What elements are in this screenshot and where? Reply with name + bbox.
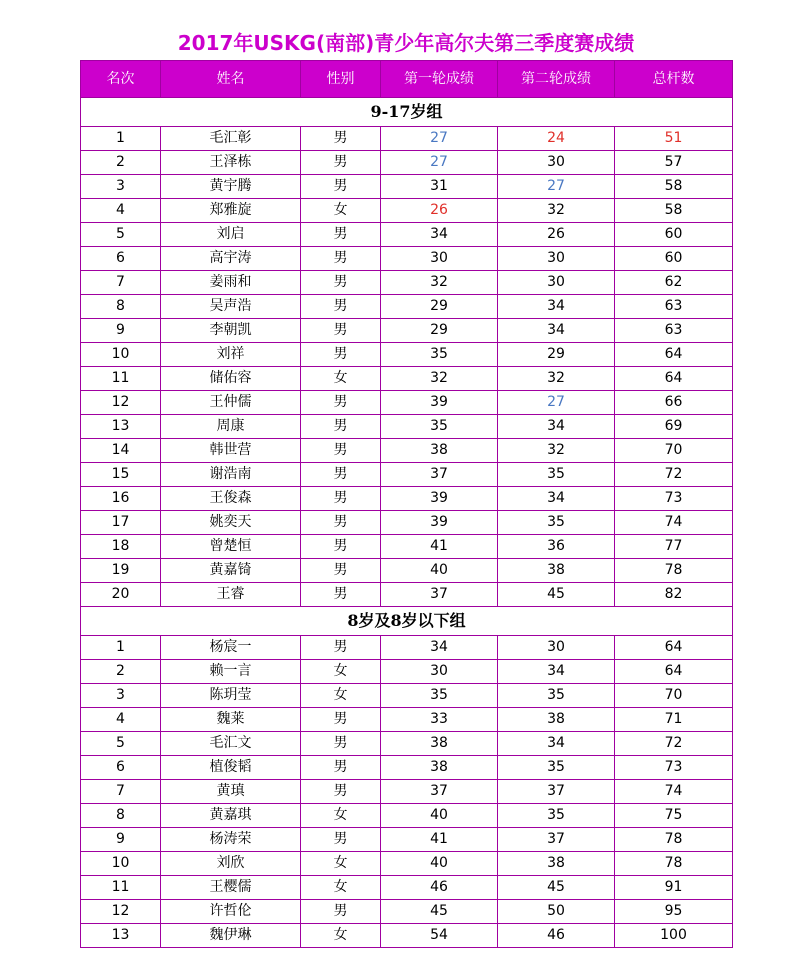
cell-round2: 37 bbox=[498, 828, 615, 852]
cell-gender: 男 bbox=[301, 487, 381, 511]
cell-total: 78 bbox=[615, 852, 733, 876]
cell-total: 72 bbox=[615, 463, 733, 487]
cell-rank: 9 bbox=[81, 319, 161, 343]
header-round1: 第一轮成绩 bbox=[381, 61, 498, 98]
cell-rank: 14 bbox=[81, 439, 161, 463]
cell-name: 王樱儒 bbox=[161, 876, 301, 900]
table-row bbox=[81, 511, 733, 535]
cell-total: 91 bbox=[615, 876, 733, 900]
cell-round2: 34 bbox=[498, 415, 615, 439]
table-row bbox=[81, 391, 733, 415]
cell-rank: 3 bbox=[81, 175, 161, 199]
cell-round1: 45 bbox=[381, 900, 498, 924]
cell-rank: 18 bbox=[81, 535, 161, 559]
table-row bbox=[81, 876, 733, 900]
cell-name: 刘启 bbox=[161, 223, 301, 247]
cell-round2: 34 bbox=[498, 487, 615, 511]
cell-gender: 男 bbox=[301, 271, 381, 295]
cell-name: 吴声浩 bbox=[161, 295, 301, 319]
cell-name: 刘祥 bbox=[161, 343, 301, 367]
cell-total: 64 bbox=[615, 367, 733, 391]
cell-round2: 37 bbox=[498, 780, 615, 804]
cell-name: 黄瑱 bbox=[161, 780, 301, 804]
cell-round2: 34 bbox=[498, 295, 615, 319]
cell-rank: 6 bbox=[81, 756, 161, 780]
cell-name: 王俊森 bbox=[161, 487, 301, 511]
table-row bbox=[81, 559, 733, 583]
cell-rank: 16 bbox=[81, 487, 161, 511]
cell-rank: 2 bbox=[81, 151, 161, 175]
cell-round2: 30 bbox=[498, 247, 615, 271]
cell-rank: 12 bbox=[81, 900, 161, 924]
table-row bbox=[81, 463, 733, 487]
cell-gender: 男 bbox=[301, 559, 381, 583]
cell-round2: 35 bbox=[498, 684, 615, 708]
group-header-row bbox=[81, 98, 733, 127]
cell-total: 60 bbox=[615, 223, 733, 247]
cell-rank: 5 bbox=[81, 732, 161, 756]
table-row bbox=[81, 127, 733, 151]
cell-name: 杨涛荣 bbox=[161, 828, 301, 852]
cell-round2: 27 bbox=[498, 175, 615, 199]
cell-rank: 13 bbox=[81, 415, 161, 439]
cell-gender: 男 bbox=[301, 151, 381, 175]
cell-round1: 41 bbox=[381, 535, 498, 559]
cell-round1: 39 bbox=[381, 391, 498, 415]
cell-name: 姚奕天 bbox=[161, 511, 301, 535]
table-row bbox=[81, 247, 733, 271]
cell-round1: 34 bbox=[381, 636, 498, 660]
cell-name: 储佑容 bbox=[161, 367, 301, 391]
cell-gender: 女 bbox=[301, 660, 381, 684]
cell-name: 李朝凯 bbox=[161, 319, 301, 343]
cell-round1: 29 bbox=[381, 295, 498, 319]
table-row bbox=[81, 415, 733, 439]
cell-total: 62 bbox=[615, 271, 733, 295]
cell-total: 70 bbox=[615, 439, 733, 463]
cell-gender: 男 bbox=[301, 415, 381, 439]
cell-name: 姜雨和 bbox=[161, 271, 301, 295]
cell-round2: 38 bbox=[498, 708, 615, 732]
cell-rank: 11 bbox=[81, 876, 161, 900]
cell-round2: 50 bbox=[498, 900, 615, 924]
cell-round1: 39 bbox=[381, 487, 498, 511]
cell-round2: 38 bbox=[498, 852, 615, 876]
cell-total: 64 bbox=[615, 636, 733, 660]
cell-round2: 34 bbox=[498, 732, 615, 756]
cell-round2: 30 bbox=[498, 271, 615, 295]
cell-rank: 1 bbox=[81, 636, 161, 660]
table-row bbox=[81, 852, 733, 876]
cell-round2: 34 bbox=[498, 319, 615, 343]
cell-gender: 男 bbox=[301, 319, 381, 343]
cell-round1: 54 bbox=[381, 924, 498, 948]
cell-round2: 45 bbox=[498, 876, 615, 900]
cell-rank: 6 bbox=[81, 247, 161, 271]
table-row bbox=[81, 756, 733, 780]
cell-rank: 12 bbox=[81, 391, 161, 415]
cell-round1: 37 bbox=[381, 463, 498, 487]
cell-gender: 男 bbox=[301, 535, 381, 559]
cell-round1: 35 bbox=[381, 684, 498, 708]
cell-rank: 11 bbox=[81, 367, 161, 391]
table-row bbox=[81, 924, 733, 948]
cell-total: 66 bbox=[615, 391, 733, 415]
cell-round1: 26 bbox=[381, 199, 498, 223]
cell-total: 74 bbox=[615, 511, 733, 535]
cell-gender: 男 bbox=[301, 295, 381, 319]
table-row bbox=[81, 223, 733, 247]
group-title: 9-17岁组 bbox=[81, 98, 733, 127]
cell-name: 郑雅旋 bbox=[161, 199, 301, 223]
cell-round2: 35 bbox=[498, 511, 615, 535]
cell-total: 72 bbox=[615, 732, 733, 756]
page-title: 2017年USKG(南部)青少年高尔夫第三季度赛成绩 bbox=[177, 31, 635, 55]
cell-round2: 24 bbox=[498, 127, 615, 151]
cell-round1: 33 bbox=[381, 708, 498, 732]
cell-total: 74 bbox=[615, 780, 733, 804]
table-row bbox=[81, 636, 733, 660]
cell-round1: 35 bbox=[381, 415, 498, 439]
cell-name: 毛汇彰 bbox=[161, 127, 301, 151]
header-round2: 第二轮成绩 bbox=[498, 61, 615, 98]
cell-round2: 35 bbox=[498, 804, 615, 828]
cell-gender: 男 bbox=[301, 463, 381, 487]
table-row bbox=[81, 271, 733, 295]
cell-round1: 46 bbox=[381, 876, 498, 900]
table-row bbox=[81, 151, 733, 175]
cell-rank: 15 bbox=[81, 463, 161, 487]
cell-rank: 7 bbox=[81, 271, 161, 295]
table-row bbox=[81, 660, 733, 684]
cell-round1: 27 bbox=[381, 151, 498, 175]
cell-total: 71 bbox=[615, 708, 733, 732]
cell-name: 谢浩南 bbox=[161, 463, 301, 487]
cell-rank: 9 bbox=[81, 828, 161, 852]
cell-name: 高宇涛 bbox=[161, 247, 301, 271]
cell-gender: 女 bbox=[301, 684, 381, 708]
header-row bbox=[81, 61, 733, 98]
cell-gender: 男 bbox=[301, 756, 381, 780]
cell-gender: 女 bbox=[301, 876, 381, 900]
cell-total: 57 bbox=[615, 151, 733, 175]
cell-rank: 5 bbox=[81, 223, 161, 247]
cell-name: 黄宇腾 bbox=[161, 175, 301, 199]
cell-round2: 34 bbox=[498, 660, 615, 684]
cell-round2: 35 bbox=[498, 463, 615, 487]
cell-round1: 32 bbox=[381, 271, 498, 295]
cell-rank: 7 bbox=[81, 780, 161, 804]
table-row bbox=[81, 535, 733, 559]
table-row bbox=[81, 487, 733, 511]
table-row bbox=[81, 367, 733, 391]
group-header-row bbox=[81, 607, 733, 636]
cell-round2: 35 bbox=[498, 756, 615, 780]
cell-gender: 男 bbox=[301, 127, 381, 151]
table-row bbox=[81, 804, 733, 828]
cell-round1: 37 bbox=[381, 583, 498, 607]
cell-gender: 男 bbox=[301, 223, 381, 247]
header-total: 总杆数 bbox=[615, 61, 733, 98]
cell-total: 58 bbox=[615, 175, 733, 199]
cell-name: 黄嘉琪 bbox=[161, 804, 301, 828]
cell-round1: 40 bbox=[381, 559, 498, 583]
cell-round1: 32 bbox=[381, 367, 498, 391]
cell-gender: 男 bbox=[301, 636, 381, 660]
cell-total: 78 bbox=[615, 559, 733, 583]
cell-name: 植俊韬 bbox=[161, 756, 301, 780]
cell-total: 78 bbox=[615, 828, 733, 852]
table-row bbox=[81, 780, 733, 804]
cell-round1: 30 bbox=[381, 247, 498, 271]
cell-gender: 男 bbox=[301, 583, 381, 607]
cell-round1: 40 bbox=[381, 852, 498, 876]
cell-round2: 27 bbox=[498, 391, 615, 415]
table-row bbox=[81, 900, 733, 924]
cell-round1: 41 bbox=[381, 828, 498, 852]
cell-name: 魏伊琳 bbox=[161, 924, 301, 948]
cell-round1: 29 bbox=[381, 319, 498, 343]
cell-round1: 31 bbox=[381, 175, 498, 199]
results-table bbox=[80, 60, 733, 948]
cell-total: 73 bbox=[615, 756, 733, 780]
cell-rank: 1 bbox=[81, 127, 161, 151]
cell-total: 63 bbox=[615, 319, 733, 343]
cell-rank: 4 bbox=[81, 199, 161, 223]
cell-total: 75 bbox=[615, 804, 733, 828]
group-title: 8岁及8岁以下组 bbox=[81, 607, 733, 636]
cell-total: 69 bbox=[615, 415, 733, 439]
cell-rank: 13 bbox=[81, 924, 161, 948]
table-row bbox=[81, 708, 733, 732]
table-row bbox=[81, 828, 733, 852]
cell-gender: 男 bbox=[301, 828, 381, 852]
header-rank: 名次 bbox=[81, 61, 161, 98]
cell-round1: 30 bbox=[381, 660, 498, 684]
cell-total: 77 bbox=[615, 535, 733, 559]
cell-name: 毛汇文 bbox=[161, 732, 301, 756]
header-gender: 性别 bbox=[301, 61, 381, 98]
cell-gender: 男 bbox=[301, 247, 381, 271]
cell-round1: 38 bbox=[381, 732, 498, 756]
cell-gender: 女 bbox=[301, 924, 381, 948]
cell-round1: 38 bbox=[381, 439, 498, 463]
cell-gender: 男 bbox=[301, 708, 381, 732]
cell-gender: 男 bbox=[301, 343, 381, 367]
table-body bbox=[81, 98, 733, 948]
cell-name: 黄嘉锜 bbox=[161, 559, 301, 583]
cell-total: 70 bbox=[615, 684, 733, 708]
cell-name: 韩世营 bbox=[161, 439, 301, 463]
cell-round1: 37 bbox=[381, 780, 498, 804]
cell-gender: 男 bbox=[301, 900, 381, 924]
cell-total: 100 bbox=[615, 924, 733, 948]
cell-total: 64 bbox=[615, 660, 733, 684]
cell-total: 58 bbox=[615, 199, 733, 223]
table-row bbox=[81, 295, 733, 319]
cell-gender: 男 bbox=[301, 175, 381, 199]
table-row bbox=[81, 684, 733, 708]
cell-gender: 男 bbox=[301, 732, 381, 756]
table-row bbox=[81, 732, 733, 756]
cell-name: 王泽栋 bbox=[161, 151, 301, 175]
table-row bbox=[81, 343, 733, 367]
cell-name: 杨宸一 bbox=[161, 636, 301, 660]
table-row bbox=[81, 583, 733, 607]
cell-round1: 27 bbox=[381, 127, 498, 151]
cell-round2: 32 bbox=[498, 439, 615, 463]
cell-rank: 10 bbox=[81, 852, 161, 876]
cell-gender: 女 bbox=[301, 367, 381, 391]
cell-gender: 男 bbox=[301, 439, 381, 463]
cell-name: 周康 bbox=[161, 415, 301, 439]
cell-name: 陈玥莹 bbox=[161, 684, 301, 708]
cell-round2: 29 bbox=[498, 343, 615, 367]
table-row bbox=[81, 439, 733, 463]
cell-round2: 32 bbox=[498, 367, 615, 391]
cell-round1: 38 bbox=[381, 756, 498, 780]
cell-gender: 女 bbox=[301, 804, 381, 828]
cell-gender: 男 bbox=[301, 391, 381, 415]
cell-name: 王睿 bbox=[161, 583, 301, 607]
cell-rank: 3 bbox=[81, 684, 161, 708]
cell-gender: 女 bbox=[301, 852, 381, 876]
cell-rank: 10 bbox=[81, 343, 161, 367]
cell-gender: 女 bbox=[301, 199, 381, 223]
cell-round1: 40 bbox=[381, 804, 498, 828]
cell-total: 82 bbox=[615, 583, 733, 607]
cell-name: 曾楚恒 bbox=[161, 535, 301, 559]
cell-total: 64 bbox=[615, 343, 733, 367]
cell-name: 许哲伦 bbox=[161, 900, 301, 924]
cell-rank: 4 bbox=[81, 708, 161, 732]
cell-name: 魏莱 bbox=[161, 708, 301, 732]
cell-total: 63 bbox=[615, 295, 733, 319]
cell-rank: 2 bbox=[81, 660, 161, 684]
cell-round2: 45 bbox=[498, 583, 615, 607]
cell-rank: 17 bbox=[81, 511, 161, 535]
cell-rank: 8 bbox=[81, 804, 161, 828]
cell-round2: 46 bbox=[498, 924, 615, 948]
cell-name: 刘欣 bbox=[161, 852, 301, 876]
cell-round2: 30 bbox=[498, 636, 615, 660]
cell-rank: 8 bbox=[81, 295, 161, 319]
cell-round2: 36 bbox=[498, 535, 615, 559]
cell-name: 赖一言 bbox=[161, 660, 301, 684]
cell-rank: 20 bbox=[81, 583, 161, 607]
cell-total: 95 bbox=[615, 900, 733, 924]
cell-total: 73 bbox=[615, 487, 733, 511]
table-row bbox=[81, 175, 733, 199]
cell-total: 51 bbox=[615, 127, 733, 151]
cell-rank: 19 bbox=[81, 559, 161, 583]
cell-round1: 34 bbox=[381, 223, 498, 247]
cell-round2: 30 bbox=[498, 151, 615, 175]
cell-gender: 男 bbox=[301, 780, 381, 804]
cell-round2: 26 bbox=[498, 223, 615, 247]
table-row bbox=[81, 199, 733, 223]
cell-round1: 35 bbox=[381, 343, 498, 367]
cell-round2: 32 bbox=[498, 199, 615, 223]
cell-name: 王仲儒 bbox=[161, 391, 301, 415]
cell-gender: 男 bbox=[301, 511, 381, 535]
cell-round2: 38 bbox=[498, 559, 615, 583]
table-row bbox=[81, 319, 733, 343]
cell-round1: 39 bbox=[381, 511, 498, 535]
header-name: 姓名 bbox=[161, 61, 301, 98]
cell-total: 60 bbox=[615, 247, 733, 271]
